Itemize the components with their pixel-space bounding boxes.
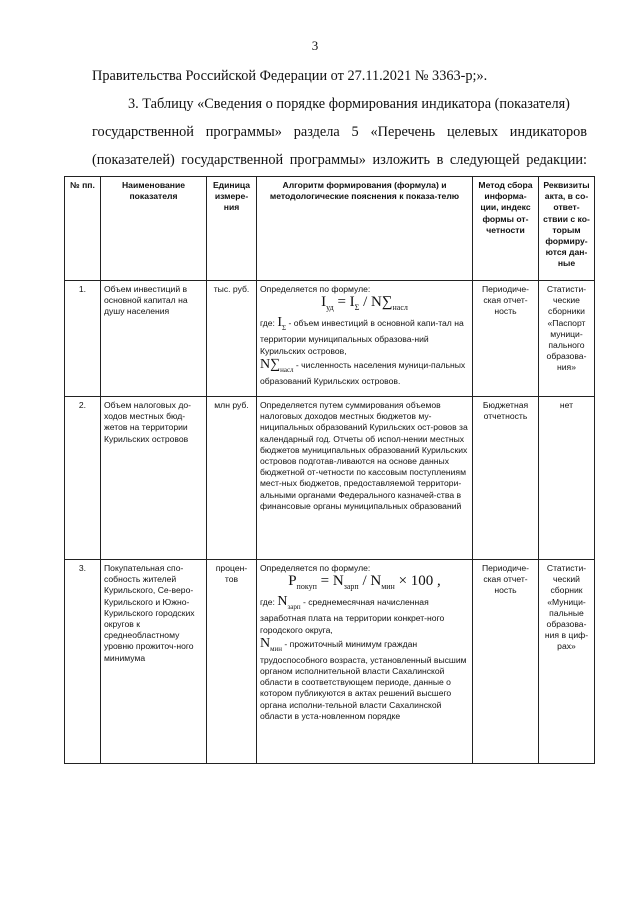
table-row: [65, 397, 595, 560]
page-number: 3: [311, 38, 319, 53]
indicator-name: Покупательная спо-собность жителей Курильского, Се-веро-Курильского и Южно-Курильского городских округов к среднеобластному уровню прожиточ-ного минимума: [101, 560, 207, 764]
formula-explanation-1: где: $N_{зарп}$ - среднемесячная начисленная заработная плата на территории конкрет-ного городского округа,: [260, 594, 445, 635]
row-number: 3.: [65, 560, 101, 764]
formula: $I_{уд} = I_\Sigma / N\sum_{насл}$: [321, 294, 408, 313]
indicator-unit: процен-тов: [207, 560, 257, 764]
table-row: [65, 560, 595, 764]
header-act: Реквизиты акта, в со-ответ-ствии с ко-торым формиру-ются дан-ные: [539, 177, 595, 281]
act-details: нет: [539, 397, 595, 560]
intro-line-3: государственной программы» раздела 5 «Перечень целевых индикаторов: [92, 124, 587, 140]
indicator-algorithm: [257, 281, 473, 397]
header-algorithm: Алгоритм формирования (формула) и методологические пояснения к показа-телю: [257, 177, 473, 281]
table-row: [65, 281, 595, 397]
algorithm-intro: Определяется по формуле:: [260, 563, 371, 573]
formula-explanation-2: $N\sum_{насл}$ - численность населения муници-пальных образований Курильских островов.: [260, 356, 466, 386]
collection-method: Периодиче-ская отчет-ность: [473, 281, 539, 397]
algorithm-intro: Определяется по формуле:: [260, 284, 371, 294]
formula-explanation-1: где: $I_\Sigma$ - объем инвестиций в основной капи-тал на территории муниципальных образова-ний Курильских островов,: [260, 315, 464, 356]
formula: $P_{покуп} = N_{зарп} / N_{мин} \times 100$ ,: [288, 573, 441, 592]
header-method: Метод сбора информа-ции, индекс формы от-четности: [473, 177, 539, 281]
indicator-unit: тыс. руб.: [207, 281, 257, 397]
collection-method: Бюджетная отчетность: [473, 397, 539, 560]
intro-line-2: 3. Таблицу «Сведения о порядке формирования индикатора (показателя): [128, 96, 570, 112]
act-details: Статисти-ческий сборник «Муници-пальные образова-ния в циф-рах»: [539, 560, 595, 764]
header-name: Наименование показателя: [101, 177, 207, 281]
collection-method: Периодиче-ская отчет-ность: [473, 560, 539, 764]
formula-explanation-2: $N_{мин}$ - прожиточный минимум граждан трудоспособного возраста, установленный высшим органом исполнительной власти Сахалинской области в соответствующем периоде, данные о котором публикуются в актах решений высшего органа исполни-тельной власти Сахалинской области в уста-новленном порядке: [260, 635, 467, 721]
row-number: 1.: [65, 281, 101, 397]
indicator-algorithm: [257, 560, 473, 764]
act-details: Статисти-ческие сборники «Паспорт муници-пального образова-ния»: [539, 281, 595, 397]
intro-line-4: (показателей) государственной программы» изложить в следующей редакции:: [92, 152, 587, 168]
indicator-unit: млн руб.: [207, 397, 257, 560]
indicator-algorithm: Определяется путем суммирования объемов налоговых доходов местных бюджетов му-ниципальных образований Курильских ост-ровов за календарный год. Отчеты об испол-нении местных бюджетов муниципальных образований Курильских островов подготав-ливаются на основе данных бюджетной от-четности по кассовым поступлениям мест-ных бюджетов, предоставляемой территори-альными органами Федерального казначей-ства в финансовые органы муниципальных образований: [257, 397, 473, 560]
header-unit: Единица измере-ния: [207, 177, 257, 281]
indicator-table: [64, 176, 595, 764]
intro-line-1: Правительства Российской Федерации от 27.11.2021 № 3363-р;».: [92, 68, 488, 84]
indicator-name: Объем инвестиций в основной капитал на душу населения: [101, 281, 207, 397]
header-num: № пп.: [65, 177, 101, 281]
indicator-name: Объем налоговых до-ходов местных бюд-жетов на территории Курильских островов: [101, 397, 207, 560]
table-header-row: [65, 177, 595, 281]
row-number: 2.: [65, 397, 101, 560]
